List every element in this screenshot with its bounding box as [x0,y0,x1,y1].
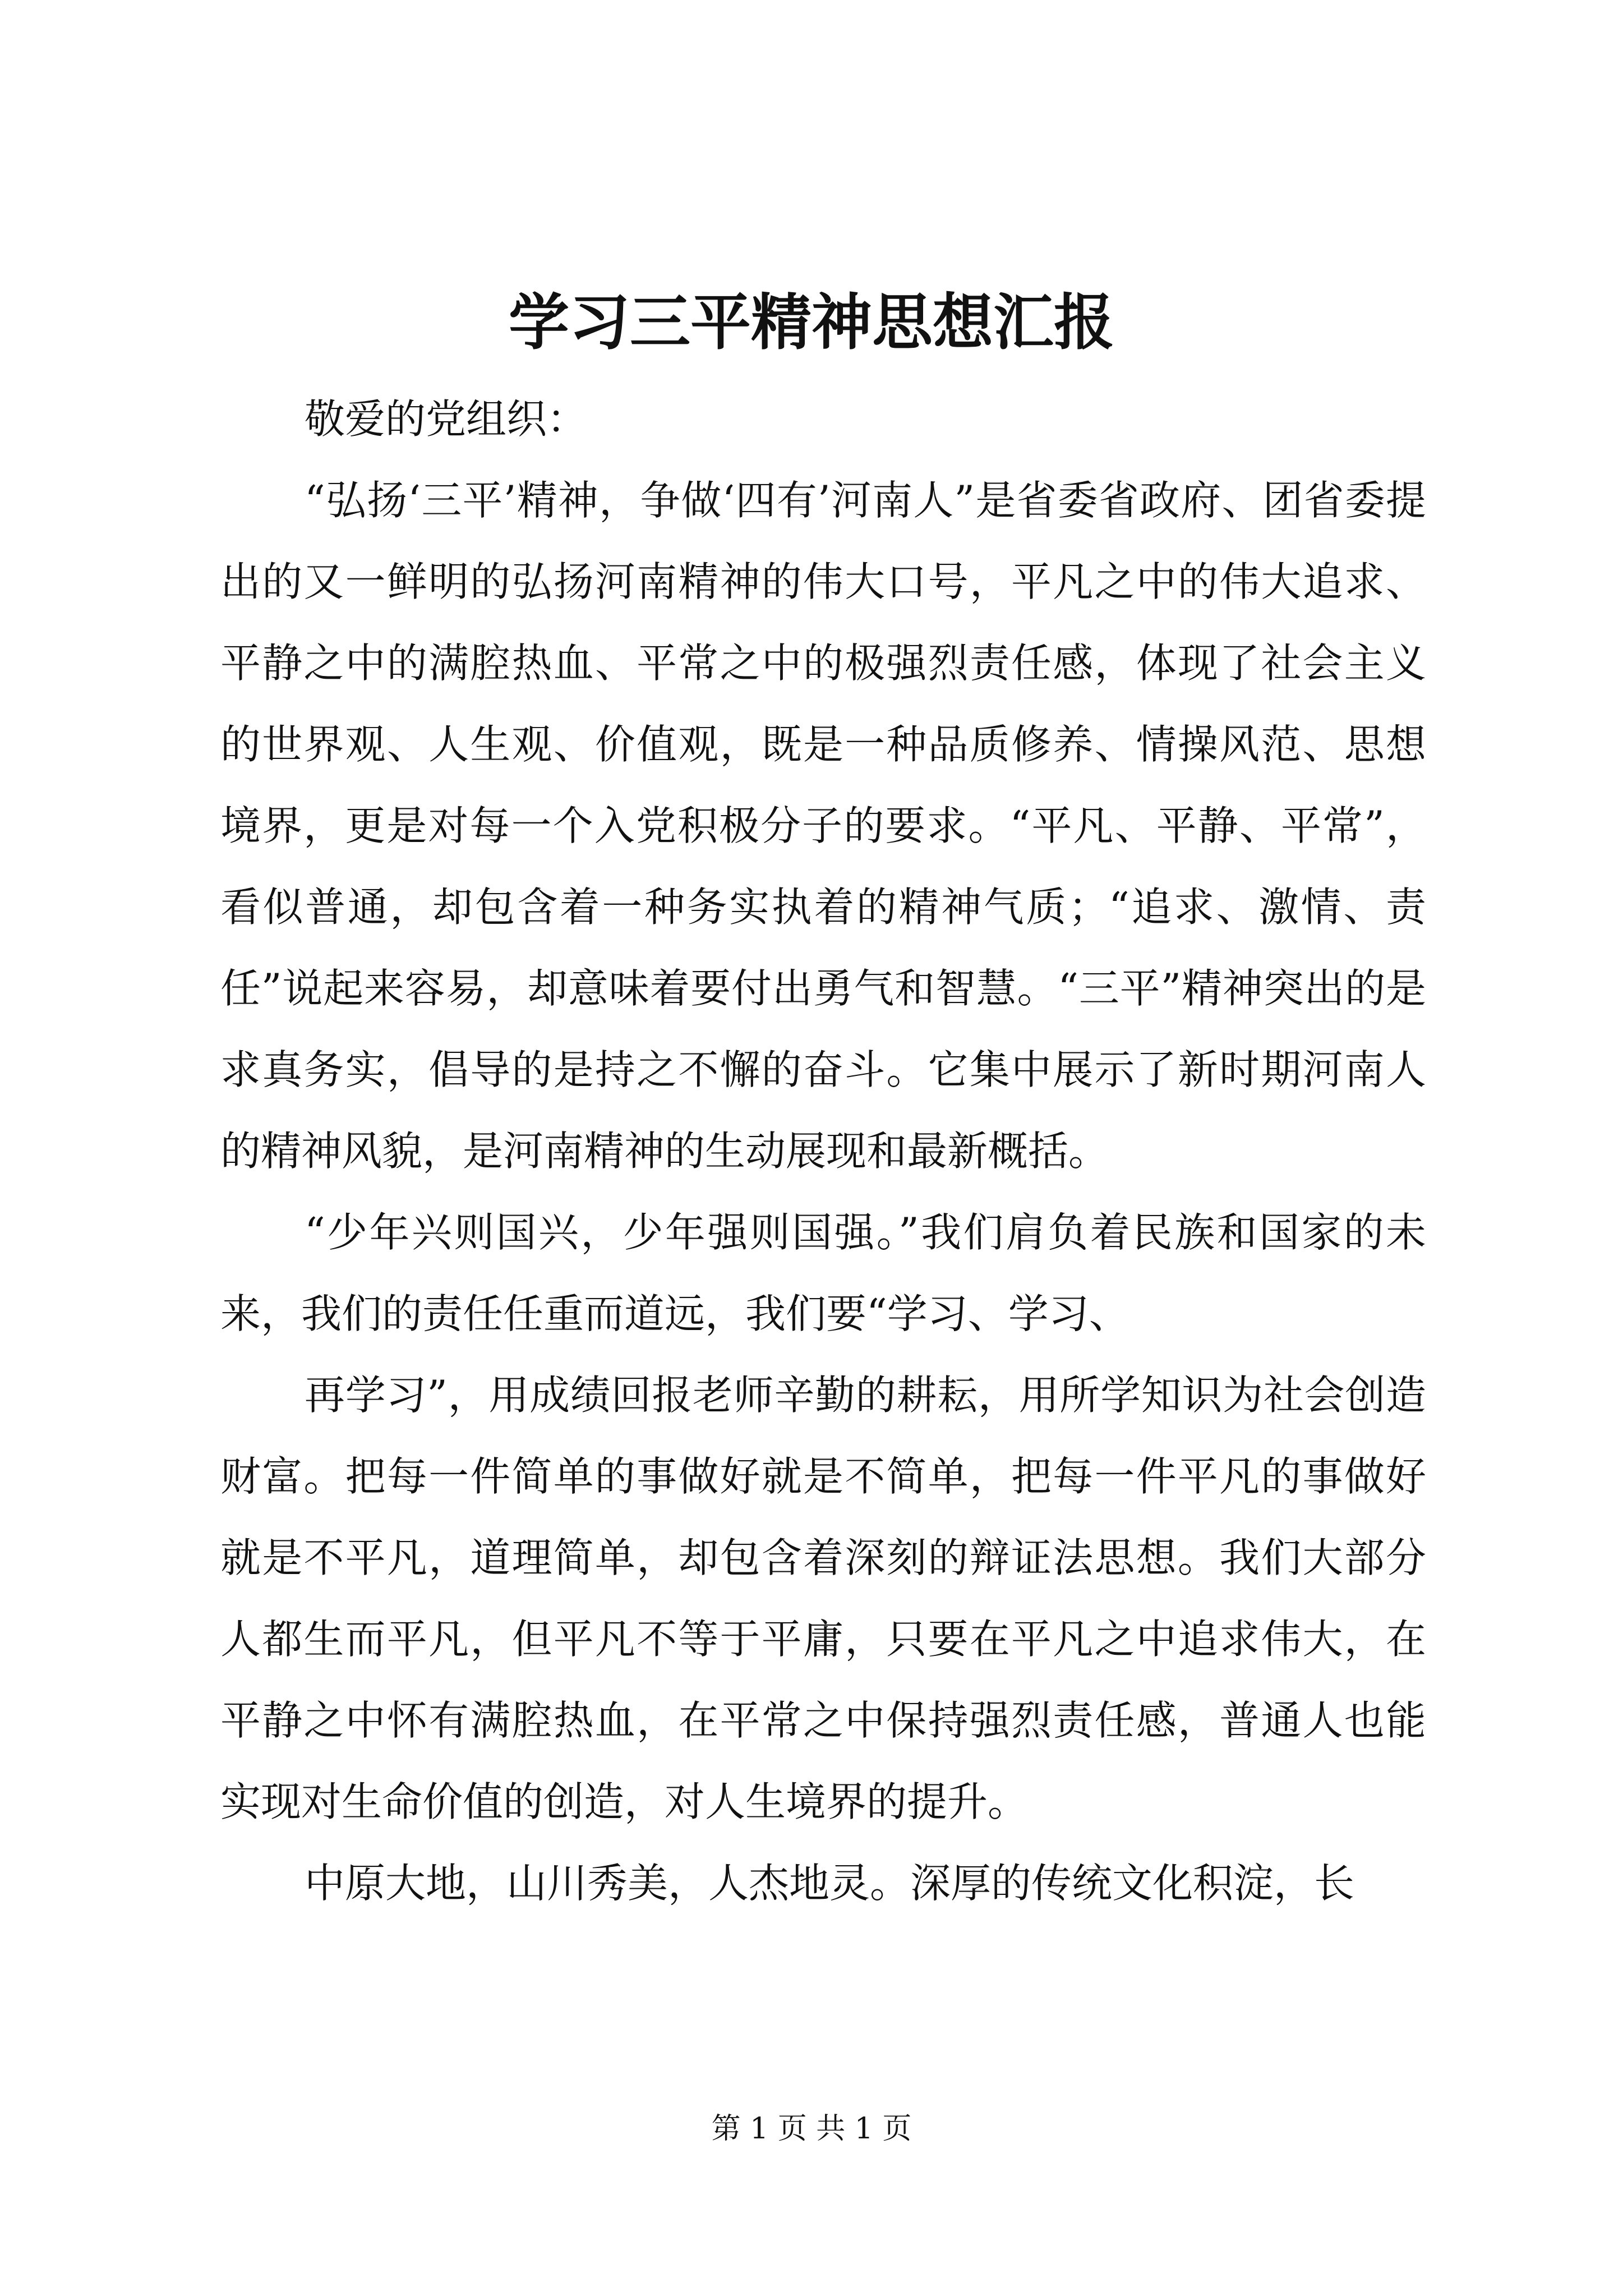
page-number-footer: 第 1 页 共 1 页 [711,2112,912,2146]
document-title: 学习三平精神思想汇报 [508,287,1114,358]
paragraph-3: 再学习”，用成绩回报老师辛勤的耕耘，用所学知识为社会创造财富。把每一件简单的事做好就是不简单，把每一件平凡的事做好就是不平凡，道理简单，却包含着深刻的辩证法思想。我们大部分人都生而平凡，但平凡不等于平庸，只要在平凡之中追求伟大，在平静之中怀有满腔热血，在平常之中保持强烈责任感，普通人也能实现对生命价值的创造，对人生境界的提升。 [220,1372,1426,1825]
salutation: 敬爱的党组织： [305,395,588,443]
paragraph-2: “少年兴则国兴，少年强则国强。”我们肩负着民族和国家的未来，我们的责任任重而道远，我们要“学习、学习、 [220,1209,1426,1337]
document-body [220,379,1426,1924]
paragraph-1: “弘扬‘三平’精神，争做‘四有’河南人”是省委省政府、团省委提出的又一鲜明的弘扬河南精神的伟大口号，平凡之中的伟大追求、平静之中的满腔热血、平常之中的极强烈责任感，体现了社会主义的世界观、人生观、价值观，既是一种品质修养、情操风范、思想境界，更是对每一个入党积极分子的要求。“平凡、平静、平常”，看似普通，却包含着一种务实执着的精神气质；“追求、激情、责任”说起来容易，却意味着要付出勇气和智慧。“三平”精神突出的是求真务实，倡导的是持之不懈的奋斗。它集中展示了新时期河南人的精神风貌，是河南精神的生动展现和最新概括。 [220,477,1426,1175]
paragraph-4: 中原大地，山川秀美，人杰地灵。深厚的传统文化积淀，长 [305,1860,1355,1907]
